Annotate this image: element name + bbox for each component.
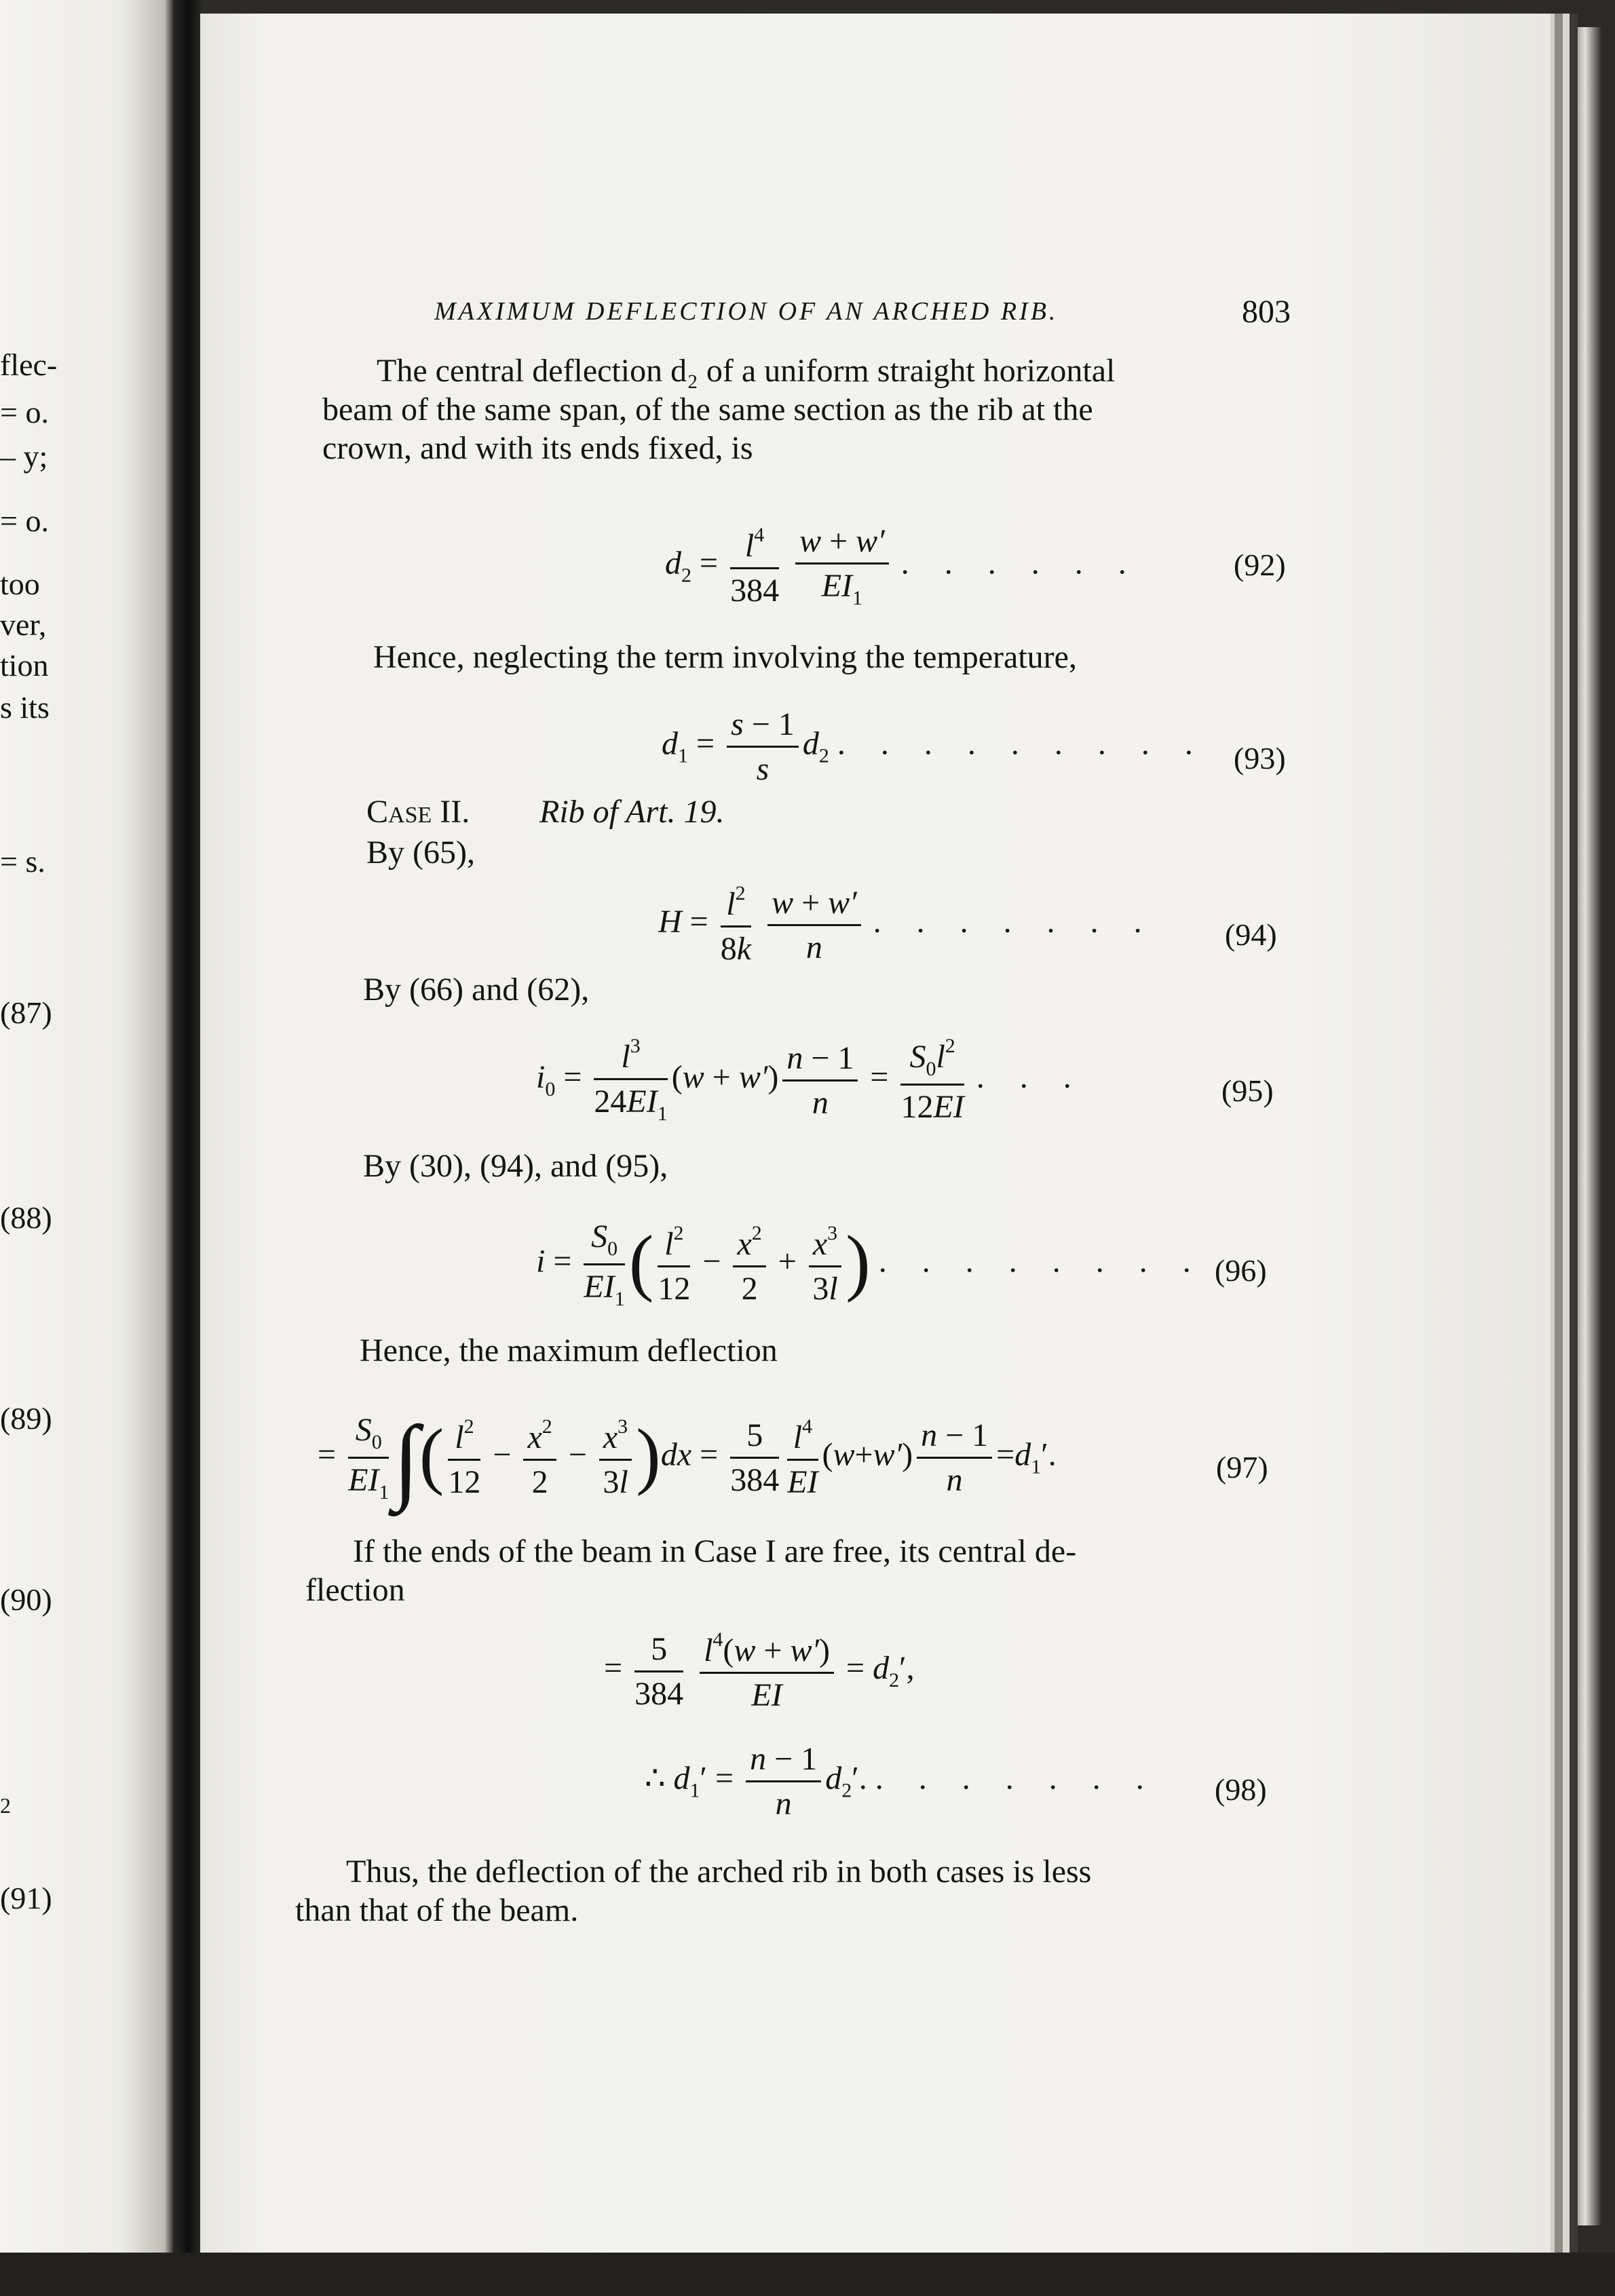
left-page-fragment: tion bbox=[0, 648, 49, 683]
paragraph-line: By (65), bbox=[366, 835, 475, 870]
left-page-fragment: (88) bbox=[0, 1200, 52, 1235]
equation-92: $d_2$ = $\frac{l^4}{384}$ $\frac{w + w'}{EI_1}$ . . . . . . bbox=[665, 523, 1140, 609]
paragraph-line: If the ends of the beam in Case I are free, its central de- bbox=[353, 1533, 1077, 1569]
paragraph-line: By (66) and (62), bbox=[363, 972, 590, 1008]
equation-number: (98) bbox=[1215, 1772, 1267, 1807]
page-edges bbox=[1561, 27, 1601, 2225]
paragraph-line: Hence, neglecting the term involving the temperature, bbox=[373, 639, 1077, 675]
paragraph-line: than that of the beam. bbox=[295, 1892, 579, 1928]
case-heading: Case II. bbox=[366, 794, 470, 830]
paragraph-line: flection bbox=[305, 1572, 405, 1608]
equation-98: ∴ $d_1'$ = $\frac{n - 1}{n}$ $d_2'$. . . . . . . . bbox=[645, 1741, 1158, 1822]
left-page-fragment: s its bbox=[0, 690, 50, 725]
paragraph-line: Hence, the maximum deflection bbox=[360, 1333, 778, 1369]
equation-number: (92) bbox=[1234, 548, 1286, 582]
paragraph-line: Thus, the deflection of the arched rib in both cases is less bbox=[346, 1854, 1092, 1890]
equation-number: (95) bbox=[1221, 1073, 1274, 1108]
equation-97: = $\frac{S_0}{EI_1}$ ∫( $\frac{l^2}{12}$ − $\frac{x^2}{2}$ − $\frac{x^3}{3l}$ )dx = $\frac{5}{384}$ $\frac{l^4}{EI}$ (w+w′) $\frac{n - 1}{n}$ $=d_1'$. bbox=[318, 1407, 1057, 1512]
left-page-fragment: (91) bbox=[0, 1881, 52, 1915]
left-page-fragment: ver, bbox=[0, 607, 47, 642]
left-page-fragment: = s. bbox=[0, 844, 45, 879]
left-page-fragment: (90) bbox=[0, 1582, 52, 1617]
left-page-fragment: (89) bbox=[0, 1401, 52, 1436]
equation-free-beam: = $\frac{5}{384}$ $\frac{l^4(w + w')}{EI}$ = $d_2'$, bbox=[604, 1628, 915, 1713]
equation-number: (94) bbox=[1225, 917, 1277, 952]
equation-93: $d_1$ = $\frac{s - 1}{s}$ $d_2$ . . . . . . . . . bbox=[662, 706, 1206, 787]
case-title: Rib of Art. 19. bbox=[539, 794, 725, 830]
equation-number: (96) bbox=[1215, 1253, 1267, 1288]
paragraph-line: beam of the same span, of the same section as the rib at the bbox=[322, 391, 1093, 427]
equation-96: i = $\frac{S_0}{EI_1}$ ( $\frac{l^2}{12}$ − $\frac{x^2}{2}$ + $\frac{x^3}{3l}$ ) . . . . . . . . bbox=[536, 1219, 1204, 1310]
scan-bottom-edge bbox=[0, 2253, 1615, 2296]
left-page-fragment: flec- bbox=[0, 347, 58, 382]
page-number: 803 bbox=[1242, 294, 1291, 330]
equation-95: $i_0$ = $\frac{l^3}{24EI_1}$ (w + w′) $\frac{n - 1}{n}$ = $\frac{S_0l^2}{12EI}$ . . . bbox=[536, 1035, 1085, 1125]
left-page-fragment: – y; bbox=[0, 439, 48, 474]
paragraph-line: By (30), (94), and (95), bbox=[363, 1148, 668, 1184]
paragraph-line: crown, and with its ends fixed, is bbox=[322, 430, 753, 466]
paragraph-line: The central deflection d₂ of a uniform straight horizontal bbox=[377, 353, 1116, 389]
running-head: MAXIMUM DEFLECTION OF AN ARCHED RIB. bbox=[434, 297, 1059, 326]
left-page-fragment: (87) bbox=[0, 995, 52, 1030]
book-gutter bbox=[173, 0, 204, 2296]
left-facing-page bbox=[0, 0, 173, 2296]
left-page-fragment: 2 bbox=[0, 1793, 11, 1818]
equation-number: (93) bbox=[1234, 741, 1286, 776]
left-page-fragment: = o. bbox=[0, 395, 49, 429]
equation-number: (97) bbox=[1216, 1450, 1268, 1485]
equation-94: H = $\frac{l^2}{8k}$ $\frac{w + w'}{n}$ . . . . . . . bbox=[658, 882, 1156, 967]
left-page-fragment: = o. bbox=[0, 503, 49, 538]
left-page-fragment: too bbox=[0, 567, 40, 601]
